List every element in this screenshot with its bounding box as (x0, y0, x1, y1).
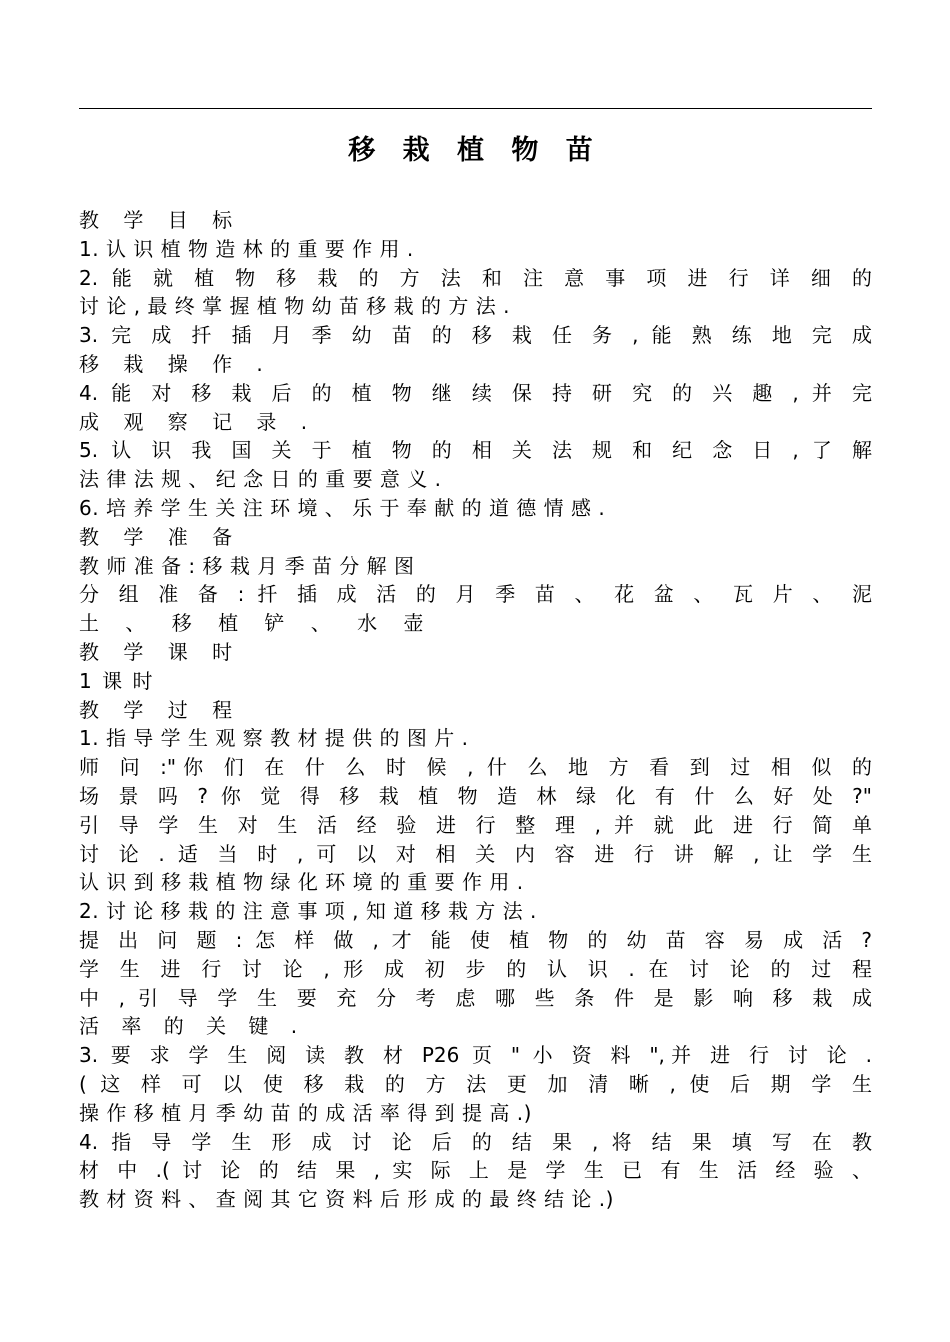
text-line: 分 组 准 备 : 扦 插 成 活 的 月 季 苗 、 花 盆 、 瓦 片 、 泥 (79, 582, 872, 607)
text-line: 3. 完 成 扦 插 月 季 幼 苗 的 移 栽 任 务 , 能 熟 练 地 完 成 (79, 323, 872, 348)
text-line: 1. 指 导 学 生 观 察 教 材 提 供 的 图 片 . (79, 726, 469, 751)
text-line: 认 识 到 移 栽 植 物 绿 化 环 境 的 重 要 作 用 . (79, 870, 524, 895)
text-line: 6. 培 养 学 生 关 注 环 境 、 乐 于 奉 献 的 道 德 情 感 . (79, 495, 606, 520)
text-line: 教 学 目 标 (79, 208, 242, 232)
text-line: 4. 能 对 移 栽 后 的 植 物 继 续 保 持 研 究 的 兴 趣 , 并 完 (79, 380, 872, 405)
text-line: 4. 指 导 学 生 形 成 讨 论 后 的 结 果 , 将 结 果 填 写 在 教 (79, 1129, 872, 1154)
text-line: 学 生 进 行 讨 论 , 形 成 初 步 的 认 识 . 在 讨 论 的 过 程 (79, 956, 872, 981)
text-line: 操 作 移 植 月 季 幼 苗 的 成 活 率 得 到 提 高 .) (79, 1100, 532, 1125)
text-line: 移 栽 操 作 . (79, 351, 272, 376)
text-line: 5. 认 识 我 国 关 于 植 物 的 相 关 法 规 和 纪 念 日 , 了 解 (79, 438, 872, 463)
document-body (79, 206, 872, 1214)
text-line: 场 景 吗 ? 你 觉 得 移 栽 植 物 造 林 绿 化 有 什 么 好 处 ?" (79, 783, 872, 808)
text-line: ( 这 样 可 以 使 移 栽 的 方 法 更 加 清 晰 , 使 后 期 学 生 (79, 1071, 872, 1096)
text-line: 土 、 移 植 铲 、 水 壶 (79, 611, 434, 636)
text-line: 活 率 的 关 键 . (79, 1014, 306, 1039)
text-line: 3. 要 求 学 生 阅 读 教 材 P26 页 " 小 资 料 ",并 进 行 讨 论 . (79, 1043, 872, 1068)
text-line: 教 材 资 料 、 查 阅 其 它 资 料 后 形 成 的 最 终 结 论 .) (79, 1187, 614, 1212)
text-line: 1. 认 识 植 物 造 林 的 重 要 作 用 . (79, 236, 414, 261)
text-line: 教 学 准 备 (79, 524, 242, 549)
text-line: 引 导 学 生 对 生 活 经 验 进 行 整 理 , 并 就 此 进 行 简 单 (79, 812, 872, 837)
text-line: 讨 论 , 最 终 掌 握 植 物 幼 苗 移 栽 的 方 法 . (79, 294, 510, 319)
text-line: 教 学 课 时 (79, 639, 242, 664)
text-line: 1 课 时 (79, 668, 155, 693)
text-line: 教 师 准 备 : 移 栽 月 季 苗 分 解 图 (79, 553, 415, 578)
text-line: 提 出 问 题 : 怎 样 做 , 才 能 使 植 物 的 幼 苗 容 易 成 活 ? (79, 927, 872, 952)
text-line: 中 , 引 导 学 生 要 充 分 考 虑 哪 些 条 件 是 影 响 移 栽 成 (79, 985, 872, 1010)
page-title: 移 栽 植 物 苗 (348, 135, 602, 166)
top-rule (79, 108, 872, 109)
text-line: 师 问 :"你 们 在 什 么 时 候 , 什 么 地 方 看 到 过 相 似 的 (79, 755, 872, 780)
text-line: 材 中 .( 讨 论 的 结 果 , 实 际 上 是 学 生 已 有 生 活 经 验 、 (79, 1158, 872, 1183)
text-line: 法 律 法 规 、 纪 念 日 的 重 要 意 义 . (79, 467, 442, 492)
text-line: 教 学 过 程 (79, 697, 242, 722)
text-line: 成 观 察 记 录 . (79, 409, 317, 434)
text-line: 2. 讨 论 移 栽 的 注 意 事 项 , 知 道 移 栽 方 法 . (79, 899, 537, 924)
text-line: 讨 论 . 适 当 时 , 可 以 对 相 关 内 容 进 行 讲 解 , 让 学 生 (79, 841, 872, 866)
text-line: 2. 能 就 植 物 移 栽 的 方 法 和 注 意 事 项 进 行 详 细 的 (79, 265, 872, 290)
